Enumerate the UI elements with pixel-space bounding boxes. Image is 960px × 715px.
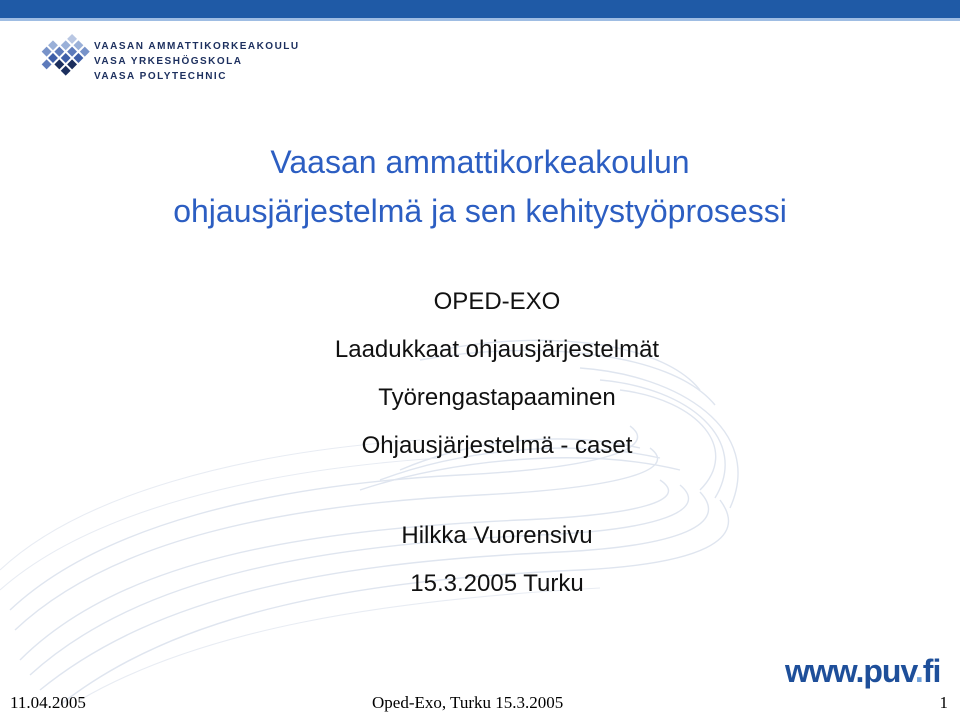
footer-event: Oped-Exo, Turku 15.3.2005	[372, 693, 564, 712]
website-logo-dot: .	[914, 653, 923, 689]
author-name: Hilkka Vuorensivu	[401, 522, 593, 549]
logo-text	[94, 39, 300, 84]
subtitle-line: OPED-EXO	[433, 288, 561, 315]
logo-line-1: VAASAN AMMATTIKORKEAKOULU	[94, 41, 300, 52]
website-logo	[785, 653, 945, 693]
diamond-grid-icon	[40, 32, 90, 84]
logo-line-2: VASA YRKESHÖGSKOLA	[94, 56, 243, 67]
subtitle-line: Ohjausjärjestelmä - caset	[361, 432, 633, 459]
footer-page-number: 1	[939, 693, 948, 712]
author-block	[0, 512, 960, 608]
slide-subtitles	[0, 278, 960, 470]
logo-line-3: VAASA POLYTECHNIC	[94, 71, 227, 82]
website-logo-main: www.puv	[785, 653, 915, 689]
slide-title-line-2: ohjausjärjestelmä ja sen kehitystyöprosessi	[173, 193, 787, 229]
top-banner-bar	[0, 0, 960, 18]
slide-footer	[0, 693, 960, 715]
slide-title	[0, 138, 960, 236]
school-logo	[40, 32, 330, 88]
slide-title-line-1: Vaasan ammattikorkeakoulun	[270, 144, 690, 180]
footer-date: 11.04.2005	[10, 693, 86, 712]
subtitle-line: Työrengastapaaminen	[378, 384, 616, 411]
website-logo-tld: fi	[922, 653, 941, 689]
date-place: 15.3.2005 Turku	[410, 570, 584, 597]
subtitle-line: Laadukkaat ohjausjärjestelmät	[334, 336, 660, 363]
